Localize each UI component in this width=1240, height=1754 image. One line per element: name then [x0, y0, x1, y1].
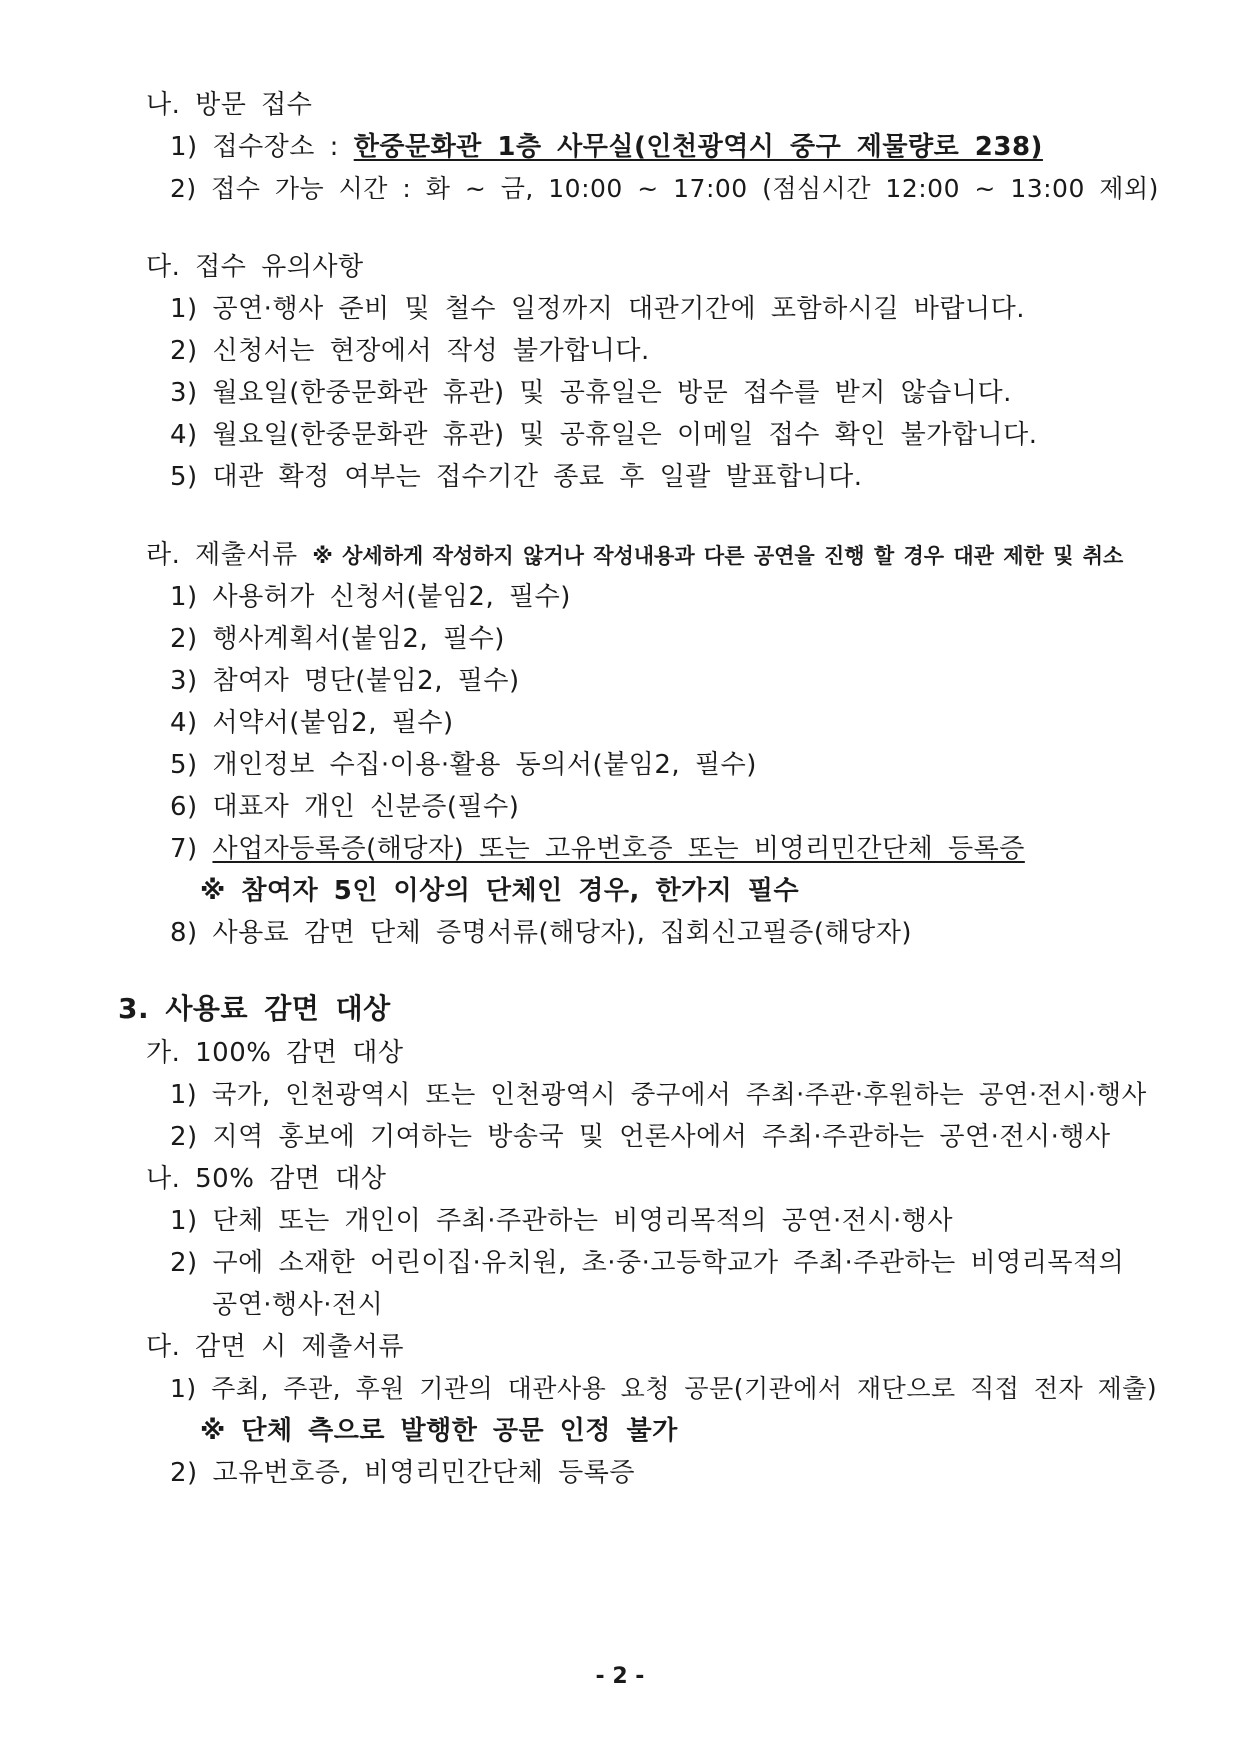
- half-exemption-item-continued: 공연·행사·전시: [212, 1290, 384, 1320]
- half-exemption-heading: 나. 50% 감면 대상: [146, 1164, 387, 1194]
- half-exemption-item: 2) 구에 소재한 어린이집·유치원, 초·중·고등학교가 주최·주관하는 비영리목적의: [170, 1248, 1125, 1278]
- exemption-docs-heading: 다. 감면 시 제출서류: [146, 1332, 404, 1362]
- document-item: 4) 서약서(붙임2, 필수): [170, 708, 454, 738]
- page-number: - 2 -: [595, 1664, 645, 1689]
- documents-heading: 라. 제출서류: [146, 540, 298, 570]
- documents-heading-line: [146, 538, 1123, 573]
- exemption-docs-item: 2) 고유번호증, 비영리민간단체 등록증: [170, 1458, 635, 1488]
- document-item: 2) 행사계획서(붙임2, 필수): [170, 624, 505, 654]
- document-item-7-text: 사업자등록증(해당자) 또는 고유번호증 또는 비영리민간단체 등록증: [212, 834, 1025, 864]
- section-3-title: 3. 사용료 감면 대상: [118, 992, 391, 1025]
- full-exemption-item: 2) 지역 홍보에 기여하는 방송국 및 언론사에서 주최·주관하는 공연·전시·행사: [170, 1122, 1111, 1152]
- visit-heading: 나. 방문 접수: [146, 90, 313, 120]
- documents-note: ※ 상세하게 작성하지 않거나 작성내용과 다른 공연을 진행 할 경우 대관 제한 및 취소: [312, 544, 1124, 568]
- full-exemption-heading: 가. 100% 감면 대상: [146, 1038, 404, 1068]
- document-item: 3) 참여자 명단(붙임2, 필수): [170, 666, 520, 696]
- visit-place-value: 한중문화관 1층 사무실(인천광역시 중구 제물량로 238): [353, 132, 1043, 162]
- full-exemption-item: 1) 국가, 인천광역시 또는 인천광역시 중구에서 주최·주관·후원하는 공연·전시·행사: [170, 1080, 1147, 1110]
- caution-item: 1) 공연·행사 준비 및 철수 일정까지 대관기간에 포함하시길 바랍니다.: [170, 294, 1025, 324]
- document-item-8: 8) 사용료 감면 단체 증명서류(해당자), 집회신고필증(해당자): [170, 918, 913, 948]
- exemption-docs-note: ※ 단체 측으로 발행한 공문 인정 불가: [200, 1416, 678, 1446]
- caution-item: 4) 월요일(한중문화관 휴관) 및 공휴일은 이메일 접수 확인 불가합니다.: [170, 420, 1038, 450]
- document-item: 6) 대표자 개인 신분증(필수): [170, 792, 520, 822]
- visit-place: [170, 130, 1043, 164]
- document-item: 5) 개인정보 수집·이용·활용 동의서(붙임2, 필수): [170, 750, 757, 780]
- caution-item: 5) 대관 확정 여부는 접수기간 종료 후 일괄 발표합니다.: [170, 462, 863, 492]
- document-item-7: [170, 832, 1025, 866]
- document-item-7-note: ※ 참여자 5인 이상의 단체인 경우, 한가지 필수: [200, 876, 800, 906]
- exemption-docs-item: 1) 주최, 주관, 후원 기관의 대관사용 요청 공문(기관에서 재단으로 직접 전자 제출): [170, 1374, 1158, 1403]
- document-item-7-number: 7): [170, 834, 213, 864]
- half-exemption-item: 1) 단체 또는 개인이 주최·주관하는 비영리목적의 공연·전시·행사: [170, 1206, 953, 1236]
- caution-item: 3) 월요일(한중문화관 휴관) 및 공휴일은 방문 접수를 받지 않습니다.: [170, 378, 1012, 408]
- cautions-heading: 다. 접수 유의사항: [146, 252, 364, 282]
- caution-item: 2) 신청서는 현장에서 작성 불가합니다.: [170, 336, 650, 366]
- document-item: 1) 사용허가 신청서(붙임2, 필수): [170, 582, 571, 612]
- visit-place-label: 1) 접수장소 :: [170, 132, 354, 162]
- visit-hours: 2) 접수 가능 시간 : 화 ~ 금, 10:00 ~ 17:00 (점심시간 12:00 ~ 13:00 제외): [170, 174, 1159, 203]
